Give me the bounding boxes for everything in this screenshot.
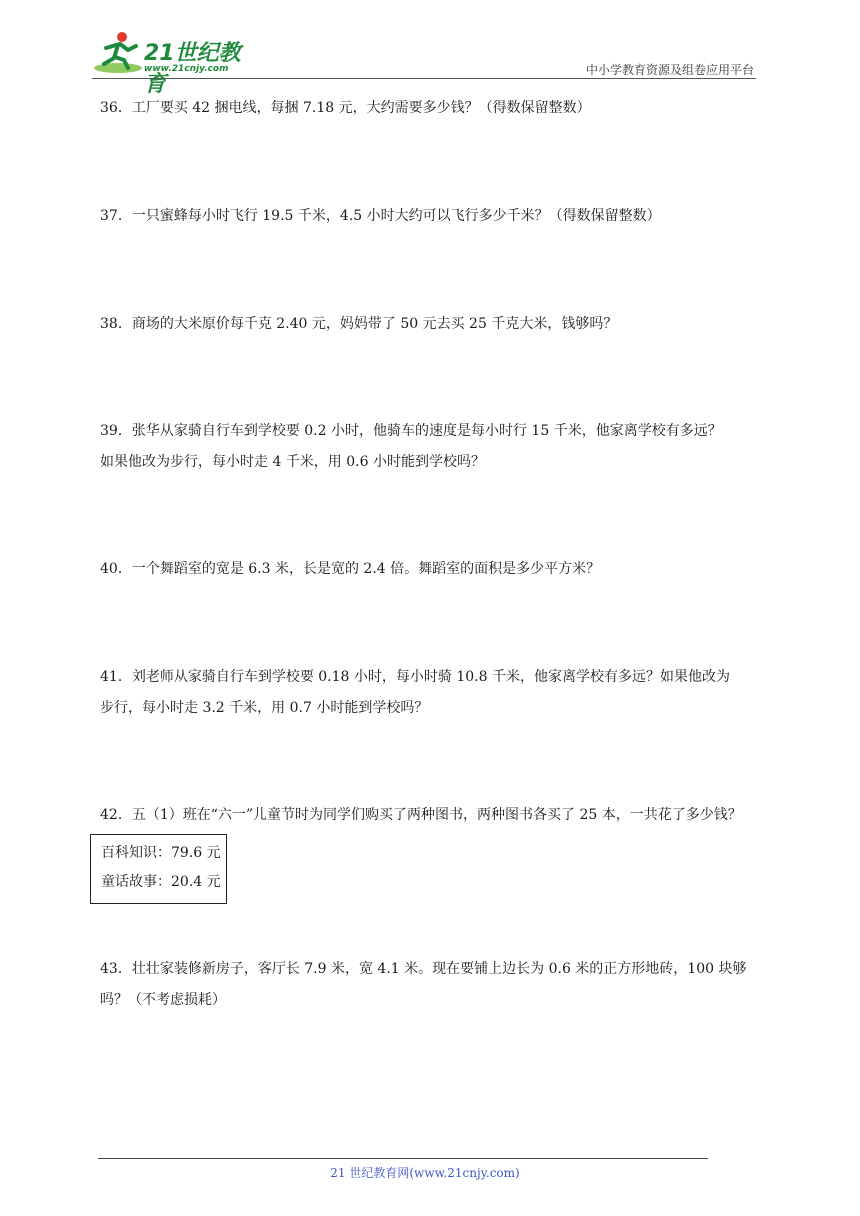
- logo-url: www.21cnjy.com: [144, 64, 229, 74]
- page-header: [0, 0, 860, 97]
- question-42: [100, 800, 770, 831]
- question-line: 吗？（不考虑损耗）: [100, 992, 226, 1008]
- footer-divider: [98, 1158, 708, 1159]
- question-39: [100, 416, 770, 478]
- question-38: [100, 309, 770, 340]
- question-41: [100, 662, 770, 724]
- question-line: 38．商场的大米原价每千克 2.40 元，妈妈带了 50 元去买 25 千克大米，钱够吗？: [100, 316, 618, 332]
- question-line: 37．一只蜜蜂每小时飞行 19.5 千米，4.5 小时大约可以飞行多少千米？（得数保留整数）: [100, 208, 661, 224]
- question-line: 36．工厂要买 42 捆电线，每捆 7.18 元，大约需要多少钱？（得数保留整数）: [100, 100, 591, 116]
- platform-title: 中小学教育资源及组卷应用平台: [585, 63, 754, 77]
- running-figure-icon: [92, 30, 144, 76]
- price-item-encyclopedia: 百科知识：79.6 元: [101, 845, 221, 861]
- question-43: [100, 954, 770, 1016]
- question-line: 40．一个舞蹈室的宽是 6.3 米，长是宽的 2.4 倍。舞蹈室的面积是多少平方米？: [100, 561, 601, 577]
- question-line: 41．刘老师从家骑自行车到学校要 0.18 小时，每小时骑 10.8 千米，他家离学校有多远？如果他改为: [100, 669, 730, 685]
- question-40: [100, 554, 770, 585]
- question-line: 步行，每小时走 3.2 千米，用 0.7 小时能到学校吗？: [100, 700, 429, 716]
- question-line: 43．壮壮家装修新房子，客厅长 7.9 米，宽 4.1 米。现在要铺上边长为 0.6 米的正方形地砖，100 块够: [100, 961, 747, 977]
- price-item-fairytale: 童话故事：20.4 元: [101, 874, 221, 890]
- logo-text: 21世纪教育: [144, 41, 241, 97]
- question-36: [100, 93, 770, 124]
- question-line: 42．五（1）班在“六一”儿童节时为同学们购买了两种图书，两种图书各买了 25 本，一共花了多少钱？: [100, 807, 742, 823]
- question-line: 39．张华从家骑自行车到学校要 0.2 小时，他骑车的速度是每小时行 15 千米，他家离学校有多远？: [100, 423, 722, 439]
- price-info-box: [90, 834, 227, 904]
- footer-link[interactable]: 21 世纪教育网(www.21cnjy.com): [330, 1166, 520, 1180]
- question-37: [100, 201, 770, 232]
- header-divider: [92, 78, 756, 79]
- question-line: 如果他改为步行，每小时走 4 千米，用 0.6 小时能到学校吗？: [100, 454, 485, 470]
- site-logo[interactable]: [92, 30, 262, 97]
